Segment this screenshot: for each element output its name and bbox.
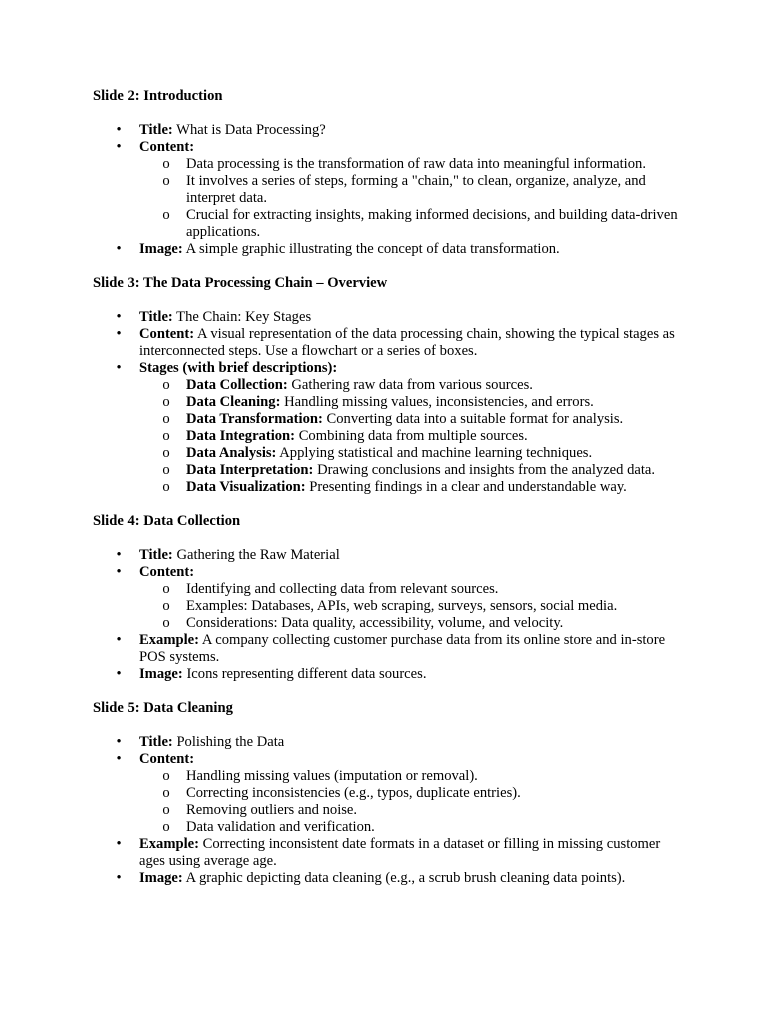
sub-item-text: Handling missing values (imputation or removal). — [186, 768, 478, 784]
slide-5-heading: Slide 5: Data Cleaning — [93, 700, 233, 716]
content-label: Content: — [139, 139, 195, 155]
sub-list-item — [139, 802, 683, 819]
list-item — [93, 241, 683, 258]
sub-bullet-icon: o — [162, 768, 170, 784]
example-text: Correcting inconsistent date formats in a dataset or filling in missing customer ages using average age. — [139, 836, 661, 869]
list-item — [93, 751, 683, 836]
slide-2-list — [93, 122, 683, 258]
list-item — [93, 564, 683, 632]
list-item — [93, 666, 683, 683]
stage-desc: Gathering raw data from various sources. — [291, 377, 533, 393]
stage-item — [139, 394, 683, 411]
document-body — [93, 88, 683, 904]
slide-3-heading: Slide 3: The Data Processing Chain – Overview — [93, 275, 388, 291]
sub-list-item — [139, 785, 683, 802]
bullet-icon: • — [116, 326, 122, 342]
list-item — [93, 139, 683, 241]
stage-name: Data Cleaning: — [186, 394, 281, 410]
content-label: Content: — [139, 326, 195, 342]
slide-4-section — [93, 513, 683, 683]
stage-name: Data Collection: — [186, 377, 288, 393]
sub-item-text: Considerations: Data quality, accessibility, volume, and velocity. — [186, 615, 564, 631]
bullet-icon: • — [116, 666, 122, 682]
image-text: Icons representing different data sources. — [186, 666, 427, 682]
stage-item — [139, 445, 683, 462]
sub-bullet-icon: o — [162, 615, 170, 631]
stage-name: Data Transformation: — [186, 411, 323, 427]
stage-name: Data Integration: — [186, 428, 296, 444]
slide-3-list — [93, 309, 683, 496]
image-label: Image: — [139, 241, 183, 257]
slide-4-list — [93, 547, 683, 683]
bullet-icon: • — [116, 836, 122, 852]
image-text: A graphic depicting data cleaning (e.g., a scrub brush cleaning data points). — [185, 870, 626, 886]
stage-desc: Drawing conclusions and insights from the analyzed data. — [317, 462, 656, 478]
sub-item-text: Identifying and collecting data from relevant sources. — [186, 581, 499, 597]
list-item — [93, 326, 683, 360]
sub-bullet-icon: o — [162, 802, 170, 818]
stages-sublist — [139, 377, 683, 496]
list-item — [93, 122, 683, 139]
image-label: Image: — [139, 870, 183, 886]
slide-3-section — [93, 275, 683, 496]
slide-5-section — [93, 700, 683, 887]
sub-bullet-icon: o — [162, 377, 170, 393]
list-item — [93, 870, 683, 887]
sub-bullet-icon: o — [162, 156, 170, 172]
title-label: Title: — [139, 309, 173, 325]
bullet-icon: • — [116, 751, 122, 767]
title-label: Title: — [139, 122, 173, 138]
sub-bullet-icon: o — [162, 445, 170, 461]
sub-list-item — [139, 207, 683, 241]
example-label: Example: — [139, 632, 199, 648]
list-item — [93, 632, 683, 666]
slide-4-heading: Slide 4: Data Collection — [93, 513, 241, 529]
title-label: Title: — [139, 547, 173, 563]
bullet-icon: • — [116, 547, 122, 563]
example-text: A company collecting customer purchase data from its online store and in-store POS systems. — [139, 632, 666, 665]
content-text: A visual representation of the data processing chain, showing the typical stages as interconnected steps. Use a flowchart or a series of boxes. — [139, 326, 675, 359]
list-item — [93, 836, 683, 870]
slide-5-list — [93, 734, 683, 887]
list-item — [93, 547, 683, 564]
sub-list-item — [139, 173, 683, 207]
stage-desc: Applying statistical and machine learning techniques. — [279, 445, 593, 461]
sub-bullet-icon: o — [162, 428, 170, 444]
bullet-icon: • — [116, 122, 122, 138]
content-sublist — [139, 581, 683, 632]
title-text: What is Data Processing? — [176, 122, 326, 138]
sub-list-item — [139, 581, 683, 598]
bullet-icon: • — [116, 309, 122, 325]
stage-item — [139, 377, 683, 394]
stage-name: Data Interpretation: — [186, 462, 314, 478]
title-label: Title: — [139, 734, 173, 750]
stage-desc: Converting data into a suitable format for analysis. — [326, 411, 624, 427]
sub-item-text: Crucial for extracting insights, making informed decisions, and building data-driven applications. — [186, 207, 678, 240]
bullet-icon: • — [116, 564, 122, 580]
bullet-icon: • — [116, 360, 122, 376]
sub-list-item — [139, 156, 683, 173]
sub-bullet-icon: o — [162, 598, 170, 614]
example-label: Example: — [139, 836, 199, 852]
stage-item — [139, 411, 683, 428]
sub-bullet-icon: o — [162, 479, 170, 495]
stage-desc: Combining data from multiple sources. — [298, 428, 528, 444]
sub-bullet-icon: o — [162, 581, 170, 597]
sub-item-text: Data processing is the transformation of raw data into meaningful information. — [186, 156, 646, 172]
bullet-icon: • — [116, 632, 122, 648]
sub-bullet-icon: o — [162, 819, 170, 835]
stage-desc: Handling missing values, inconsistencies, and errors. — [284, 394, 594, 410]
content-sublist — [139, 768, 683, 836]
bullet-icon: • — [116, 139, 122, 155]
sub-item-text: Data validation and verification. — [186, 819, 375, 835]
sub-item-text: Removing outliers and noise. — [186, 802, 358, 818]
title-text: Gathering the Raw Material — [176, 547, 340, 563]
sub-list-item — [139, 819, 683, 836]
title-text: Polishing the Data — [176, 734, 285, 750]
content-sublist — [139, 156, 683, 241]
sub-bullet-icon: o — [162, 462, 170, 478]
bullet-icon: • — [116, 241, 122, 257]
sub-list-item — [139, 598, 683, 615]
sub-bullet-icon: o — [162, 785, 170, 801]
stage-name: Data Analysis: — [186, 445, 277, 461]
sub-item-text: Examples: Databases, APIs, web scraping, surveys, sensors, social media. — [186, 598, 618, 614]
content-label: Content: — [139, 564, 195, 580]
image-label: Image: — [139, 666, 183, 682]
bullet-icon: • — [116, 870, 122, 886]
stage-name: Data Visualization: — [186, 479, 306, 495]
stage-item — [139, 479, 683, 496]
sub-bullet-icon: o — [162, 207, 170, 223]
sub-item-text: Correcting inconsistencies (e.g., typos, duplicate entries). — [186, 785, 521, 801]
stage-desc: Presenting findings in a clear and understandable way. — [309, 479, 627, 495]
sub-bullet-icon: o — [162, 394, 170, 410]
sub-list-item — [139, 615, 683, 632]
stage-item — [139, 462, 683, 479]
stage-item — [139, 428, 683, 445]
list-item — [93, 309, 683, 326]
sub-list-item — [139, 768, 683, 785]
list-item — [93, 734, 683, 751]
sub-bullet-icon: o — [162, 411, 170, 427]
content-label: Content: — [139, 751, 195, 767]
sub-item-text: It involves a series of steps, forming a "chain," to clean, organize, analyze, and interpret data. — [186, 173, 646, 206]
slide-2-section — [93, 88, 683, 258]
slide-2-heading: Slide 2: Introduction — [93, 88, 223, 104]
stages-label: Stages (with brief descriptions): — [139, 360, 338, 376]
bullet-icon: • — [116, 734, 122, 750]
image-text: A simple graphic illustrating the concept of data transformation. — [185, 241, 560, 257]
sub-bullet-icon: o — [162, 173, 170, 189]
title-text: The Chain: Key Stages — [176, 309, 312, 325]
list-item — [93, 360, 683, 496]
